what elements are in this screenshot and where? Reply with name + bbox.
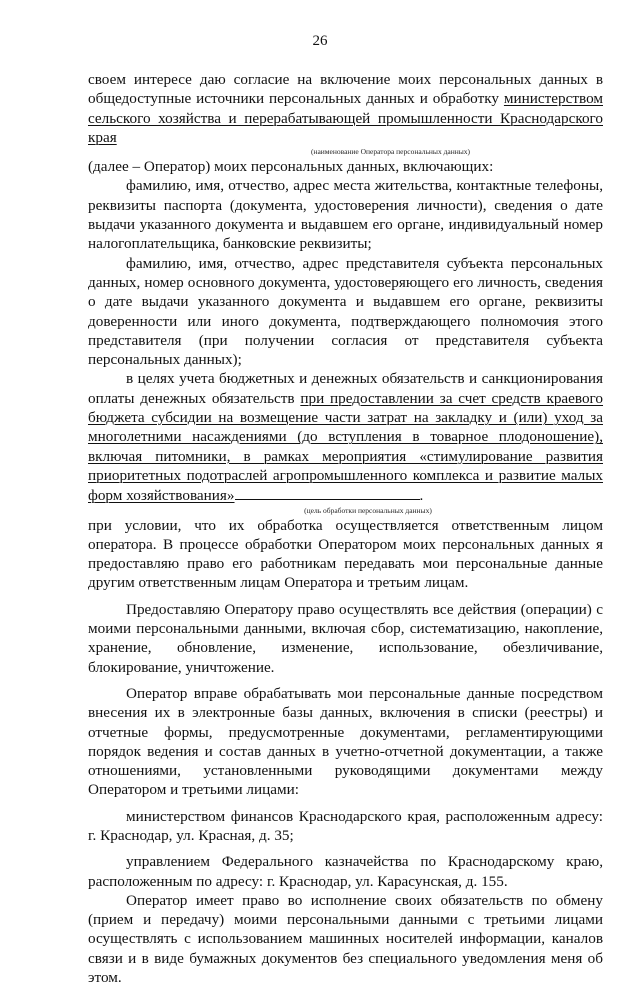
ministry-of-finance-paragraph: министерством финансов Краснодарского края, расположенным адресу: г. Краснодар, ул. Красная, д. 35; — [88, 807, 603, 844]
personal-data-item-1: фамилию, имя, отчество, адрес места жительства, контактные телефоны, реквизиты паспорта (документа, удостоверения личности), сведения о дате выдачи указанного документа и выдавшем его органе, индивидуальный номер налогоплательщика, банковские реквизиты; — [88, 177, 603, 253]
consent-intro-continuation: (далее – Оператор) моих персональных данных, включающих: — [88, 158, 494, 176]
processing-paragraph: Оператор вправе обрабатывать мои персональные данные посредством внесения их в электронные базы данных, включения в списки (реестры) и отчетные формы, предусмотренные документами, регламентирующими порядок ведения и состав данных в учетно-отчетной документации, а также отношениями, установленными руководящими документами между Оператором и третьими лицами: — [88, 684, 603, 799]
purpose-paragraph — [88, 369, 603, 505]
consent-intro-text: своем интересе даю согласие на включение моих персональных данных в общедоступные источники персональных данных и обработку — [88, 71, 603, 108]
consent-intro-paragraph — [88, 70, 603, 147]
purpose-end-mark: . — [419, 487, 424, 505]
purpose-blank-line — [235, 485, 420, 500]
purpose-lead-text: в целях учета бюджетных и денежных обязательств и санкционирования оплаты денежных обязательств — [88, 370, 603, 407]
personal-data-item-2: фамилию, имя, отчество, адрес представителя субъекта персональных данных, номер основного документа, удостоверяющего его личность, сведения о дате выдачи указанного документа и выдавшем его органе, реквизиты доверенности или иного документа, подтверждающего полномочия этого представителя (при получении согласия от представителя субъекта персональных данных); — [88, 254, 603, 369]
document-body — [88, 70, 603, 987]
rights-paragraph: Предоставляю Оператору право осуществлять все действия (операции) с моими персональными данными, включая сбор, систематизацию, накопление, хранение, обновление, изменение, использование, обезличивание, блокирование, уничтожение. — [88, 600, 603, 676]
operator-name-caption: (наименование Оператора персональных данных) — [310, 147, 471, 157]
processing-purpose-caption: (цель обработки персональных данных) — [304, 505, 432, 515]
page-number: 26 — [312, 33, 328, 49]
processing-purpose: при предоставлении за счет средств краевого бюджета субсидии на возмещение части затрат на закладку и (или) уход за многолетними насаждениями (до вступления в товарное плодоношение), включая питомники, в рамках мероприятия «стимулирование развития приоритетных подотраслей агропромышленного комплекса и развитие малых форм хозяйствования» — [88, 389, 604, 505]
condition-paragraph: при условии, что их обработка осуществляется ответственным лицом оператора. В процессе обработки Оператором моих персональных данных я предоставляю право его работникам передавать мои персональные данные другим ответственным лицам Оператора и третьим лицам. — [88, 516, 603, 592]
treasury-paragraph: управлением Федерального казначейства по Краснодарскому краю, расположенным по адресу: г. Краснодар, ул. Карасунская, д. 155. — [88, 853, 603, 890]
data-exchange-paragraph: Оператор имеет право во исполнение своих обязательств по обмену (прием и передачу) моими персональными данными с третьими лицами осуществлять с использованием машинных носителей информации, каналов связи и в виде бумажных документов без специального уведомления меня об этом. — [88, 891, 603, 987]
operator-name: министерством сельского хозяйства и перерабатывающей промышленности Краснодарского края — [88, 90, 603, 146]
